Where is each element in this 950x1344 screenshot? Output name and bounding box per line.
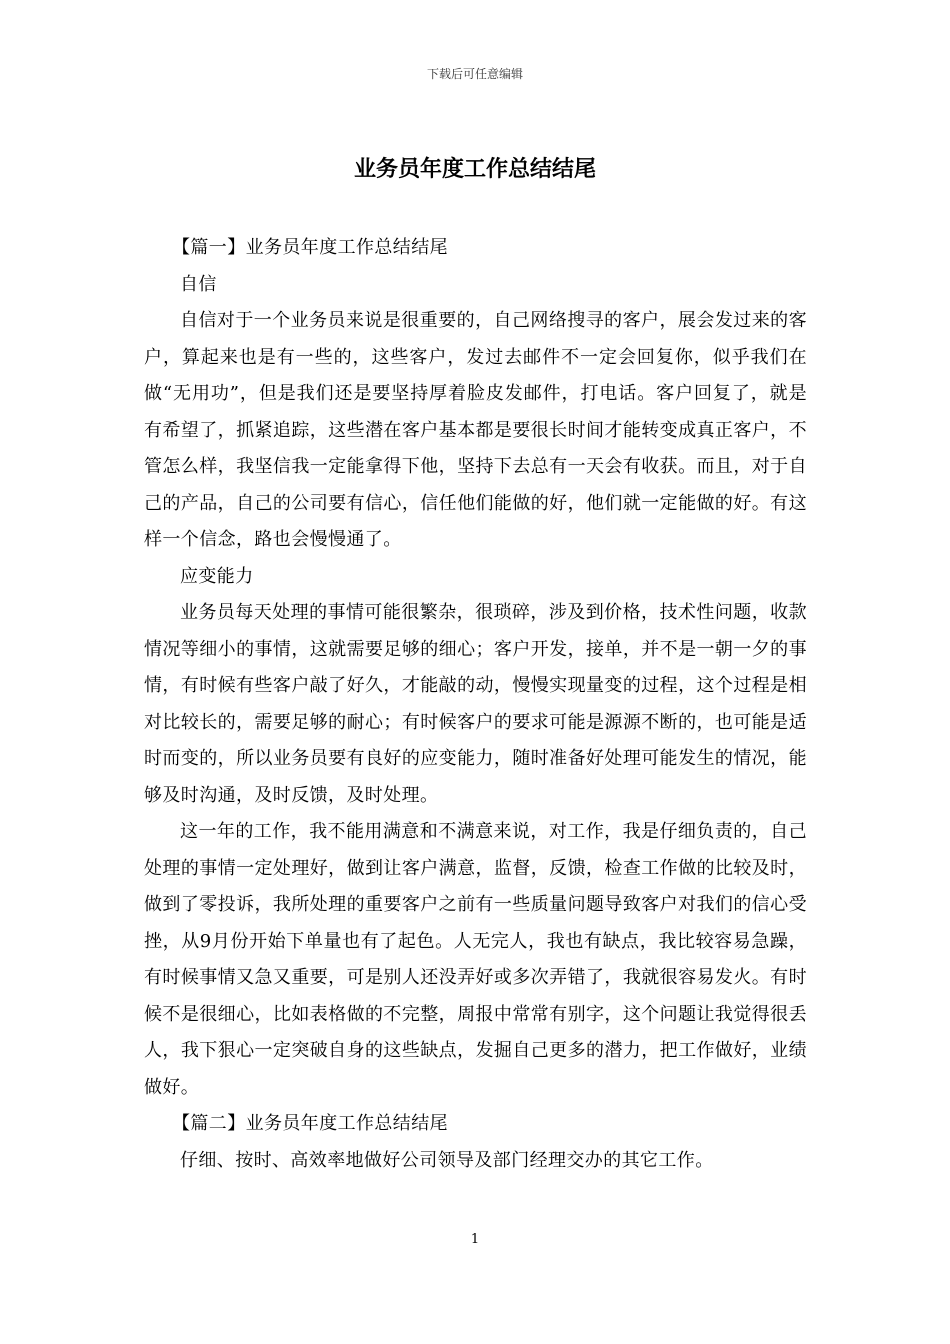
page-header-note: 下载后可任意编辑 — [426, 67, 523, 81]
subheading-confidence: 自信 — [180, 273, 217, 295]
document-body — [144, 230, 807, 1179]
document-title: 业务员年度工作总结结尾 — [353, 157, 596, 182]
paragraph-year-review: 这一年的工作，我不能用满意和不满意来说，对工作，我是仔细负责的，自己处理的事情一定处理好，做到让客户满意，监督，反馈，检查工作做的比较及时，做到了零投诉，我所处理的重要客户之前有一些质量问题导致客户对我们的信心受挫，从9月份开始下单量也有了起色。人无完人，我也有缺点，我比较容易急躁，有时候事情又急又重要，可是别人还没弄好或多次弄错了，我就很容易发火。有时候不是很细心，比如表格做的不完整，周报中常常有别字，这个问题让我觉得很丢人，我下狠心一定突破自身的这些缺点，发掘自己更多的潜力，把工作做好，业绩做好。 — [144, 821, 807, 1098]
section-heading-1: 【篇一】业务员年度工作总结结尾 — [172, 237, 448, 258]
subheading-adaptability: 应变能力 — [180, 565, 254, 587]
paragraph-confidence: 自信对于一个业务员来说是很重要的，自己网络搜寻的客户，展会发过来的客户，算起来也是有一些的，这些客户，发过去邮件不一定会回复你，似乎我们在做“无用功”，但是我们还是要坚持厚着脸皮发邮件，打电话。客户回复了，就是有希望了，抓紧追踪，这些潜在客户基本都是要很长时间才能转变成真正客户，不管怎么样，我坚信我一定能拿得下他，坚持下去总有一天会有收获。而且，对于自己的产品，自己的公司要有信心，信任他们能做的好，他们就一定能做的好。有这样一个信念，路也会慢慢通了。 — [144, 310, 807, 550]
paragraph-other-work: 仔细、按时、高效率地做好公司领导及部门经理交办的其它工作。 — [180, 1149, 714, 1171]
paragraph-adaptability: 业务员每天处理的事情可能很繁杂，很琐碎，涉及到价格，技术性问题，收款情况等细小的事情，这就需要足够的细心；客户开发，接单，并不是一朝一夕的事情，有时候有些客户敲了好久，才能敲的动，慢慢实现量变的过程，这个过程是相对比较长的，需要足够的耐心；有时候客户的要求可能是源源不断的，也可能是适时而变的，所以业务员要有良好的应变能力，随时准备好处理可能发生的情况，能够及时沟通，及时反馈，及时处理。 — [144, 602, 807, 806]
page-number: 1 — [470, 1232, 480, 1247]
section-heading-2: 【篇二】业务员年度工作总结结尾 — [172, 1113, 448, 1134]
